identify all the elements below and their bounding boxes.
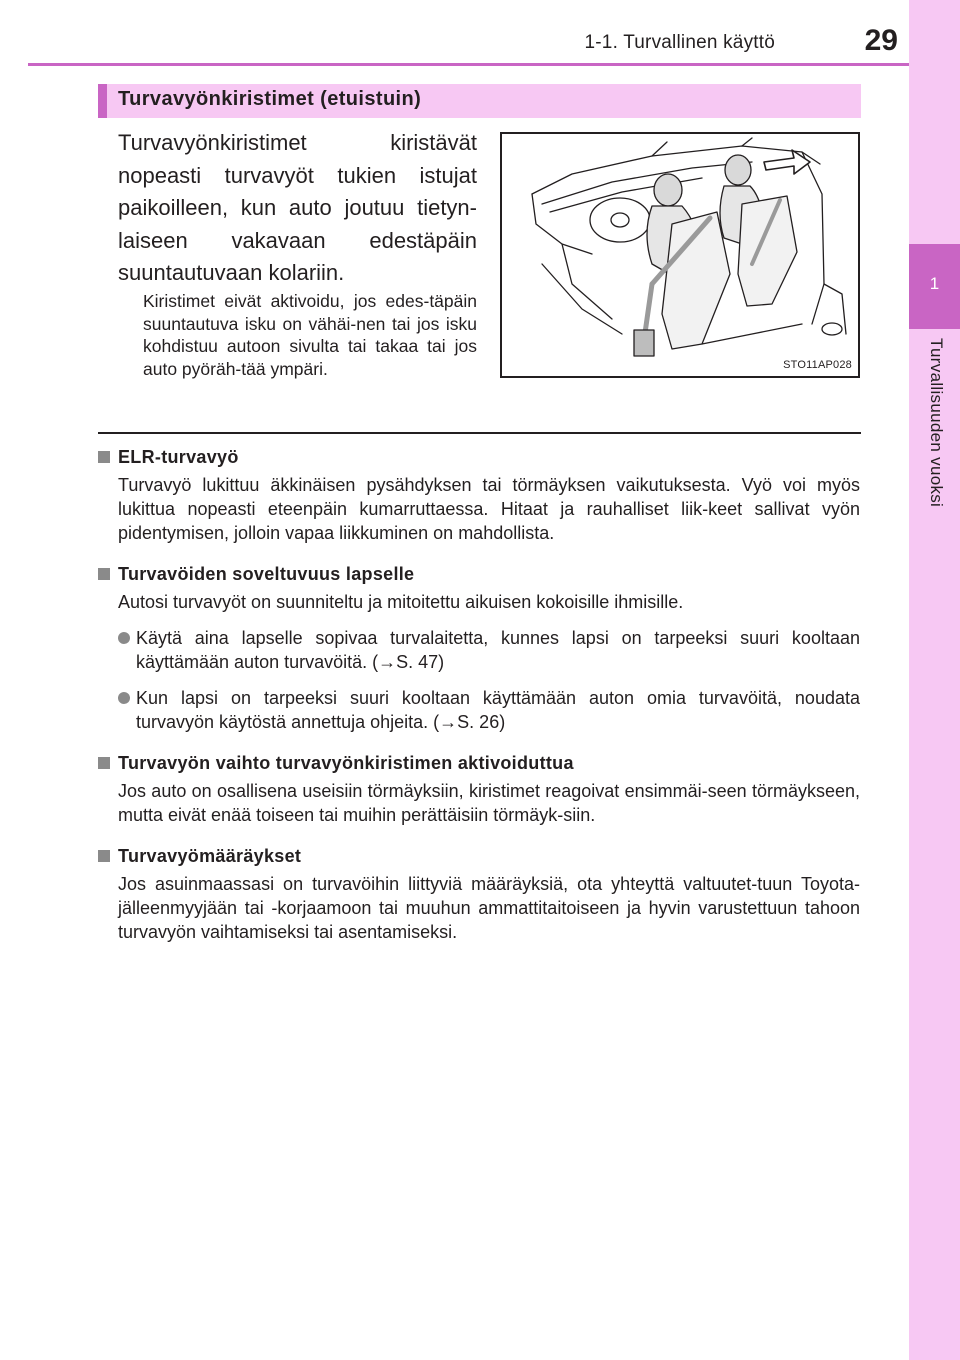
- intro-note: Kiristimet eivät aktivoidu, jos edes-täpäin suuntautuva isku on vähäi-nen tai jos isku kohdistuu autoon sivulta tai takaa tai jos auto pyöräh-tää ympäri.: [143, 291, 477, 379]
- square-bullet-icon: [98, 451, 110, 463]
- block-text: Jos asuinmaassasi on turvavöihin liittyviä määräyksiä, ota yhteyttä valtuutet-tuun Toyota-jälleenmyyjään tai -korjaamoon tai muuhun ammattitaitoiseen ja hyvin varustettuun tahoon turvavyön vaihtamiseksi tai asentamiseksi.: [118, 874, 860, 942]
- block-heading: [98, 843, 860, 870]
- square-bullet-icon: [98, 757, 110, 769]
- section-title: Turvavyönkiristimet (etuistuin): [118, 88, 422, 110]
- page-number: 29: [864, 24, 898, 57]
- square-bullet-icon: [98, 568, 110, 580]
- block-heading: [98, 750, 860, 777]
- square-bullet-icon: [98, 850, 110, 862]
- block-belt-replacement: [98, 750, 860, 827]
- block-heading: [98, 561, 860, 588]
- header-section-title: 1-1. Turvallinen käyttö: [584, 32, 775, 53]
- block-heading-text: ELR-turvavyö: [118, 447, 239, 467]
- block-heading-text: Turvavyömääräykset: [118, 846, 302, 866]
- block-child-suitability: [98, 561, 860, 734]
- block-text: Autosi turvavyöt on suunniteltu ja mitoitettu aikuisen kokoisille ihmisille.: [118, 592, 684, 612]
- list-item: [98, 686, 860, 734]
- content-body: [98, 444, 860, 944]
- pretensioner-illustration: [500, 132, 860, 378]
- block-heading-text: Turvavöiden soveltuvuus lapselle: [118, 564, 415, 584]
- list-item-text: Kun lapsi on tarpeeksi suuri kooltaan käyttämään auton omia turvavöitä, noudata turvavyön käytöstä annettuja ohjeita. (→S. 26): [136, 688, 860, 732]
- figure-code: STO11AP028: [783, 359, 852, 371]
- list-item-text: Käytä aina lapselle sopivaa turvalaitetta, kunnes lapsi on tarpeeksi suuri kooltaan käyttämään auton turvavöitä. (→S. 47): [136, 628, 860, 672]
- header-rule: [28, 63, 910, 66]
- side-tab-chapter-title: Turvallisuuden vuoksi: [927, 338, 946, 508]
- side-tab: [909, 0, 960, 1360]
- block-text: Jos auto on osallisena useisiin törmäyksiin, kiristimet reagoivat ensimmäi-seen törmäykseen, mutta eivät enää toiseen tai muihin perättäisiin törmäyk-siin.: [118, 781, 860, 825]
- section-title-accent: [98, 84, 107, 118]
- block-belt-regulations: [98, 843, 860, 944]
- round-bullet-icon: [118, 632, 130, 644]
- block-text: Turvavyö lukittuu äkkinäisen pysähdyksen tai törmäyksen vaikutuksesta. Vyö voi myös lukittua nopeasti eteenpäin kumarruttaessa. Hitaat ja rauhalliset liik-keet sallivat vyön pidentymisen, jolloin vapaa liikkuminen on mahdollista.: [118, 475, 860, 543]
- block-heading-text: Turvavyön vaihto turvavyönkiristimen aktivoiduttua: [118, 753, 574, 773]
- car-interior-drawing: [502, 134, 858, 376]
- side-tab-chapter-number: 1: [929, 274, 940, 293]
- block-heading: [98, 444, 860, 471]
- list-item: [98, 626, 860, 674]
- block-elr-belt: [98, 444, 860, 545]
- intro-paragraph: Turvavyönkiristimet kiristävät nopeasti turvavyöt tukien istujat paikoilleen, kun auto joutuu tietyn-laiseen vakavaan edestäpäin suuntautuvaan kolariin.: [118, 130, 477, 285]
- round-bullet-icon: [118, 692, 130, 704]
- section-divider: [98, 432, 861, 434]
